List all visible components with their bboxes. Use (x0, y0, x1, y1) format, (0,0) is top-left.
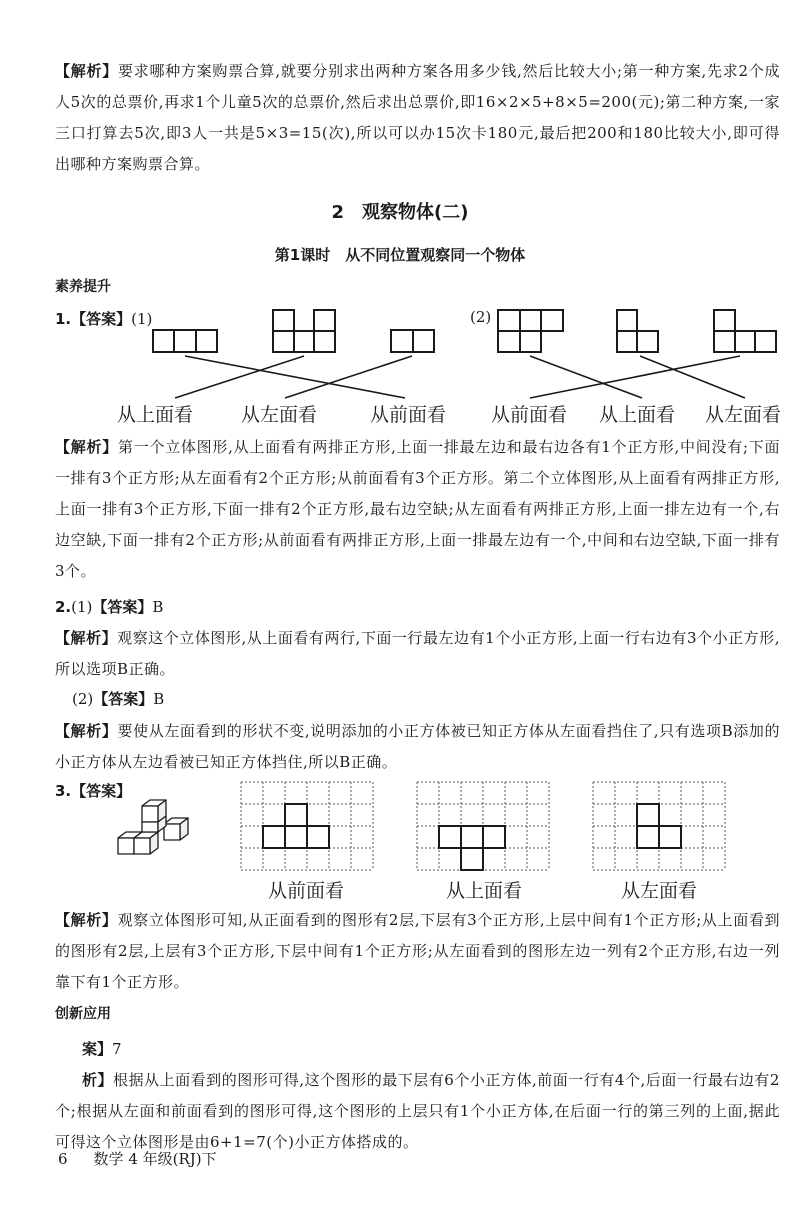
q3-analysis (55, 905, 780, 998)
q3-header (55, 780, 131, 801)
q2-part1: (1) (71, 598, 93, 616)
analysis-label: 【解析】 (55, 911, 118, 929)
q1-views-diagram (0, 0, 800, 440)
answer-label: 【答案】 (71, 310, 132, 328)
analysis-text: 根据从上面看到的图形可得,这个图形的最下层有6个小正方体,前面一行有4个,后面一行最右边有2个;根据从左面和前面看到的图形可得,这个图形的上层只有1个小正方体,在后面一行的第三列的上面,据此可得这个立体图形是由6+1=7(个)小正方体搭成的。 (55, 1071, 780, 1151)
analysis-label: 析】 (82, 1071, 114, 1089)
analysis-label: 【解析】 (55, 629, 118, 647)
view-label: 从前面看 (491, 404, 568, 426)
q2-analysis1 (55, 623, 780, 685)
q1-part2: (2) (470, 308, 492, 326)
lesson-title: 第1课时 从不同位置观察同一个物体 (274, 246, 526, 264)
analysis-label: 【解析】 (55, 438, 118, 456)
grid-label: 从左面看 (621, 880, 698, 902)
innov-answer (82, 1038, 122, 1059)
analysis-label: 【解析】 (55, 62, 118, 80)
section-title: 素养提升 (55, 279, 111, 295)
analysis-text: 第一个立体图形,从上面看有两排正方形,上面一排最左边和最右边各有1个正方形,中间没有;下面一排有3个正方形;从左面看有2个正方形;从前面看有3个正方形。第二个立体图形,从上面看有两排正方形,上面一排有3个正方形,下面一排有2个正方形,最右边空缺;从左面看有两排正方形,上面一排左边有一个,右边空缺,下面一排有2个正方形;从前面看有两排正方形,上面一排最左边有一个,中间和右边空缺,下面一排有3个。 (55, 438, 780, 580)
q2-part1-answer (55, 596, 163, 617)
q2-analysis2 (55, 716, 780, 778)
q1-part1: (1) (131, 310, 153, 328)
innov-analysis (55, 1065, 780, 1158)
answer-value: B (153, 690, 165, 708)
answer-value: 7 (112, 1040, 122, 1058)
grid-label: 从上面看 (446, 880, 523, 902)
top-view-grid (417, 782, 549, 870)
grid-label: 从前面看 (268, 880, 345, 902)
q2-number: 2. (55, 598, 72, 616)
analysis-label: 【解析】 (55, 722, 118, 740)
q1-number: 1. (55, 310, 72, 328)
front-view-grid (241, 782, 373, 870)
analysis-text: 观察这个立体图形,从上面看有两行,下面一行最左边有1个小正方形,上面一行右边有3个小正方形,所以选项B正确。 (55, 629, 780, 678)
answer-label: 【答案】 (93, 690, 154, 708)
book-subject: 数学 4 年级(RJ)下 (93, 1150, 217, 1168)
view-label: 从左面看 (705, 404, 782, 426)
answer-label: 【答案】 (92, 598, 153, 616)
view-label: 从上面看 (117, 404, 194, 426)
q2-part2-answer (72, 688, 164, 709)
q1-analysis (55, 432, 780, 587)
answer-label: 【答案】 (71, 782, 132, 800)
analysis-text: 要求哪种方案购票合算,就要分别求出两种方案各用多少钱,然后比较大小;第一种方案,先求2个成人5次的总票价,再求1个儿童5次的总票价,然后求出总票价,即16×2×5+8×5=200(元);第二种方案,一家三口打算去5次,即3人一共是5×3=15(次),所以可以办15次卡180元,最后把200和180比较大小,即可得出哪种方案购票合算。 (55, 62, 780, 173)
section-title: 创新应用 (55, 1006, 111, 1022)
answer-label: 案】 (82, 1040, 113, 1058)
cube-figure (118, 800, 198, 860)
analysis-text: 要使从左面看到的形状不变,说明添加的小正方体被已知正方体从左面看挡住了,只有选项B添加的小正方体从左边看被已知正方体挡住,所以B正确。 (55, 722, 780, 771)
view-label: 从上面看 (599, 404, 676, 426)
q3-number: 3. (55, 782, 72, 800)
view-label: 从左面看 (241, 404, 318, 426)
chapter-title: 2 观察物体(二) (331, 202, 469, 223)
q2-part2: (2) (72, 690, 94, 708)
page-number: 6 (58, 1150, 68, 1168)
view-label: 从前面看 (370, 404, 447, 426)
left-view-grid (593, 782, 725, 870)
answer-value: B (152, 598, 164, 616)
analysis-text: 观察立体图形可知,从正面看到的图形有2层,下层有3个正方形,上层中间有1个正方形;从上面看到的图形有2层,上层有3个正方形,下层中间有1个正方形;从左面看到的图形左边一列有2个正方形,右边一列靠下有1个正方形。 (55, 911, 780, 991)
page-footer (58, 1148, 243, 1169)
